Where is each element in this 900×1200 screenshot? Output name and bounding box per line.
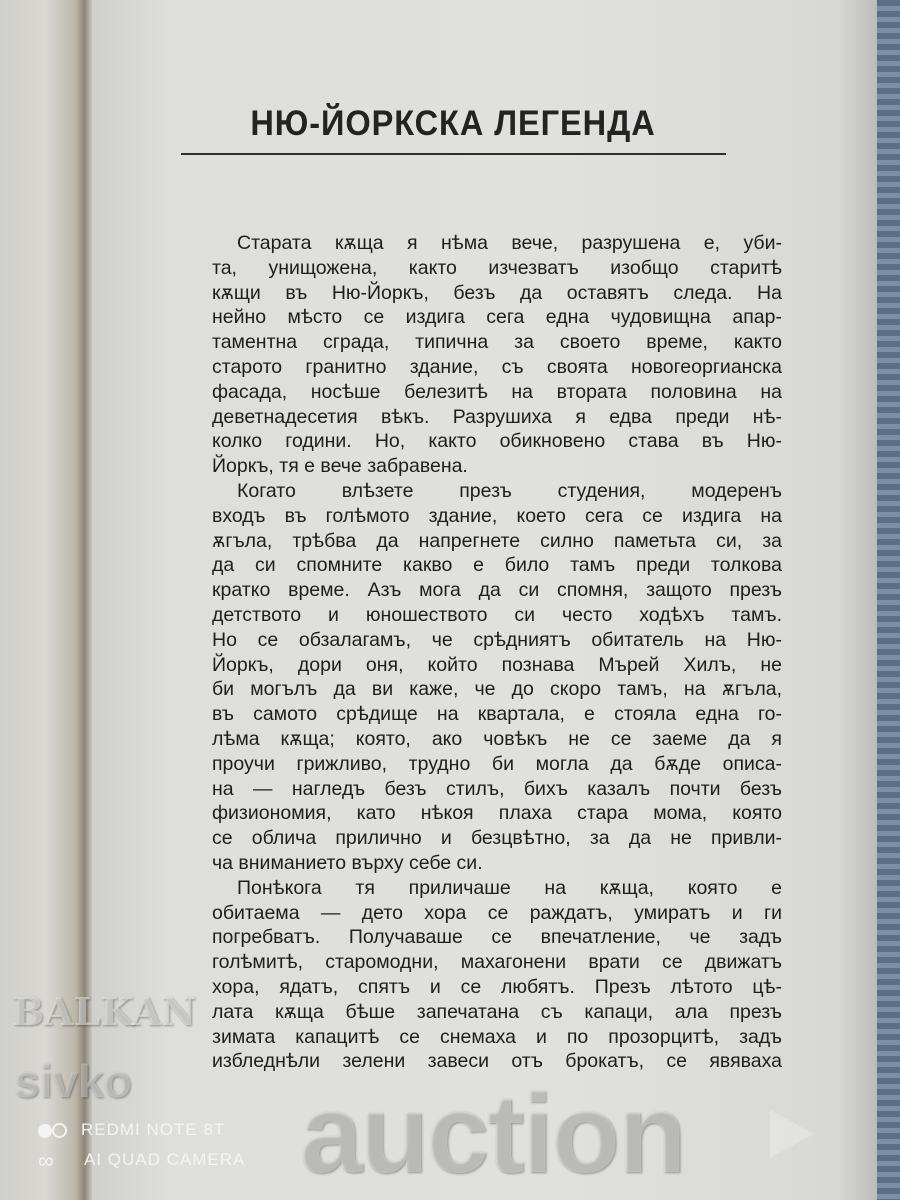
text-line: Йоркъ, дори оня, който познава Мърей Хилъ, не (212, 653, 782, 676)
text-line: хора, ядатъ, спятъ и се любятъ. Презъ лѣтото цѣ- (212, 975, 782, 998)
text-line: кратко време. Азъ мога да си спомня, защото презъ (212, 579, 782, 602)
text-line: погребватъ. Получаваше се впечатление, че задъ (212, 926, 782, 949)
text-line: ча вниманието върху себе си. (212, 851, 483, 874)
text-line: деветнадесетия вѣкъ. Разрушиха я едва преди нѣ- (212, 405, 782, 428)
text-line: таментна сграда, типична за своето време, както (212, 331, 782, 354)
text-line: колко години. Но, както обикновено става въ Ню- (212, 430, 782, 453)
text-line: детството и юношеството си често ходѣхъ тамъ. (212, 603, 782, 626)
text-line: фасада, носѣше белезитѣ на втората половина на (212, 380, 782, 403)
watermark-auction: auction (300, 1071, 685, 1196)
text-line: голѣмитѣ, старомодни, махагонени врати се движатъ (212, 951, 782, 974)
text-line: физиономия, като нѣкоя плаха стара мома, която (212, 802, 782, 825)
text-line: входъ въ голѣмото здание, което сега се издига на (212, 504, 782, 527)
text-line: проучи грижливо, трудно би могла да бѫде описа- (212, 752, 782, 775)
camera-watermark-type (38, 1147, 246, 1173)
camera-dot-icon (38, 1124, 52, 1138)
text-line: нейно мѣсто се издига сега една чудовищна апар- (212, 306, 782, 329)
text-line: Но се обзалагамъ, че срѣдниятъ обитатель на Ню- (212, 628, 782, 651)
body-text (212, 231, 782, 1074)
text-line: та, унищожена, както изчезватъ изобщо старитѣ (212, 256, 782, 279)
camera-watermark-model (38, 1120, 225, 1140)
watermark-sivko: sivko (14, 1055, 132, 1107)
text-line: лата кѫща бѣше запечатана съ капаци, ала презъ (212, 1000, 782, 1023)
camera-ring-icon (52, 1123, 67, 1138)
text-line: да си спомните какво е било тамъ преди толкова (212, 554, 782, 577)
infinity-icon: ∞ (38, 1147, 55, 1173)
background-fabric (877, 0, 900, 1200)
text-line: на — нагледъ безъ стилъ, бихъ казалъ почти безъ (212, 777, 782, 800)
text-line: обитаема — дето хора се раждатъ, умиратъ и ги (212, 901, 782, 924)
text-line: Понѣкога тя приличаше на кѫща, която е (237, 876, 782, 899)
text-line: кѫщи въ Ню-Йоркъ, безъ да оставятъ следа. На (212, 281, 782, 304)
watermark-balkan: BALKAN (12, 989, 197, 1034)
text-line: се облича прилично и безцвѣтно, за да не привли- (212, 827, 782, 850)
text-line: ѫгъла, трѣбва да напрегнете силно паметьта си, за (212, 529, 782, 552)
camera-type-text: AI QUAD CAMERA (84, 1150, 246, 1169)
chapter-title: НЮ-ЙОРКСКА ЛЕГЕНДА (250, 104, 656, 143)
text-line: Йоркъ, тя е вече забравена. (212, 455, 468, 478)
camera-model-text: REDMI NOTE 8T (81, 1120, 226, 1139)
text-line: лѣма кѫща; която, ако човѣкъ не се заеме да я (212, 727, 782, 750)
text-line: старото гранитно здание, съ своята новогеоргианска (212, 355, 782, 378)
watermark-play-icon (770, 1110, 814, 1158)
text-line: Когато влѣзете презъ студения, модеренъ (237, 479, 782, 502)
text-line: Старата кѫща я нѣма вече, разрушена е, уби- (237, 232, 782, 254)
text-line: избледнѣли зелени завеси отъ брокатъ, се явяваха (212, 1050, 782, 1073)
text-line: би могълъ да ви каже, че до скоро тамъ, на ѫгъла, (212, 678, 782, 701)
text-line: въ самото срѣдище на квартала, е стояла една го- (212, 703, 782, 726)
title-underline (181, 153, 726, 155)
text-line: зимата капацитѣ се снемаха и по прозорцитѣ, задъ (212, 1025, 782, 1048)
